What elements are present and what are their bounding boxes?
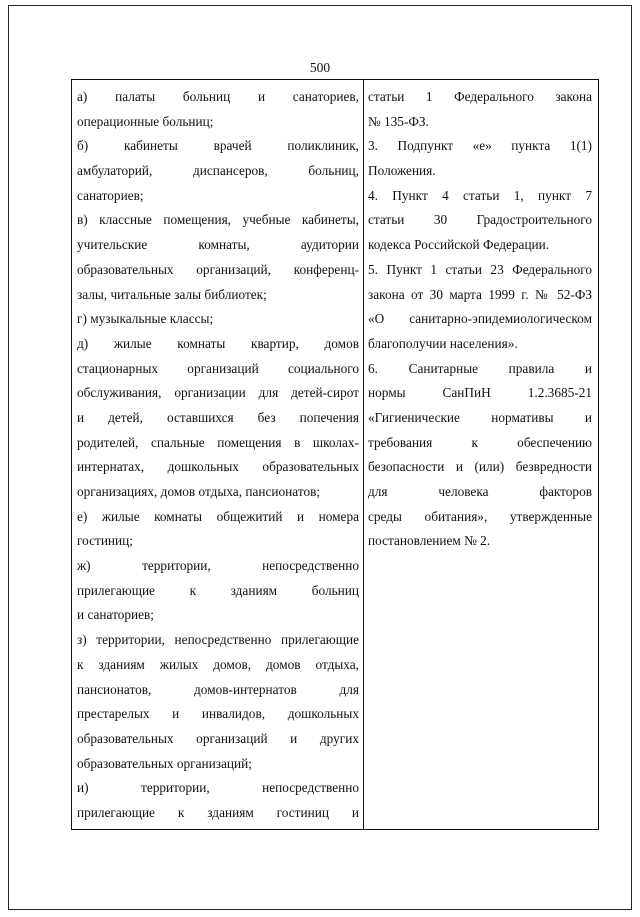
left-column-line: в) классные помещения, учебные кабинеты, [77,212,359,228]
right-column-line: безопасности и (или) безвредности [368,459,592,475]
document-table [71,79,599,830]
right-column-line: статьи 1 Федерального закона [368,89,592,104]
table-right-column [364,80,598,829]
right-column-line: статьи 30 Градостроительного [368,212,592,228]
left-column-line: г) музыкальные классы; [77,311,214,327]
left-column-line: и) территории, непосредственно [77,780,359,796]
left-column-line: образовательных организаций, конференц- [77,261,359,277]
left-column-line: б) кабинеты врачей поликлиник, [77,138,359,154]
right-column-line: 6. Санитарные правила и [368,360,592,376]
right-column-line: закона от 30 марта 1999 г. № 52-ФЗ [368,286,592,302]
left-column-line: з) территории, непосредственно прилегающие [77,632,359,648]
left-column-line: прилегающие к зданиям гостиниц и [77,804,359,820]
left-column-line: е) жилые комнаты общежитий и номера [77,508,359,524]
right-column-line: 5. Пункт 1 статьи 23 Федерального [368,261,592,277]
left-column-line: гостиниц; [77,533,133,549]
right-column-line: постановлением № 2. [368,533,491,549]
left-column-line: прилегающие к зданиям больниц [77,582,359,598]
right-column-line: № 135-ФЗ. [368,113,429,129]
left-column-line: учительские комнаты, аудитории [77,237,359,253]
right-column-line: «О санитарно-эпидемиологическом [368,311,592,327]
right-column-line: нормы СанПиН 1.2.3685-21 [368,385,592,401]
right-column-line: требования к обеспечению [368,434,592,450]
right-column-line: 3. Подпункт «е» пункта 1(1) [368,138,592,154]
left-column-line: а) палаты больниц и санаториев, [77,89,359,104]
left-column-line: залы, читальные залы библиотек; [77,286,267,302]
left-column-line: престарелых и инвалидов, дошкольных [77,706,359,722]
right-column-line: для человека факторов [368,484,592,499]
left-column-line: родителей, спальные помещения в школах- [77,434,359,450]
left-column-line: д) жилые комнаты квартир, домов [77,335,359,351]
left-column-line: операционные больниц; [77,113,214,129]
left-column-line: и детей, оставшихся без попечения [77,409,359,425]
left-column-line: организациях, домов отдыха, пансионатов; [77,484,321,499]
left-column-line: к зданиям жилых домов, домов отдыха, [77,656,359,672]
right-column-line: среды обитания», утвержденные [368,508,592,524]
page-number: 500 [309,60,331,75]
left-column-line: образовательных организаций; [77,755,252,771]
right-column-line: 4. Пункт 4 статьи 1, пункт 7 [368,187,592,203]
left-column-line: и санаториев; [77,607,155,623]
table-left-column [72,80,364,829]
left-column-line: обслуживания, организации для детей-сирот [77,385,359,401]
left-column-line: ж) территории, непосредственно [77,558,359,574]
left-column-line: образовательных организаций и других [77,730,359,746]
left-column-line: санаториев; [77,187,144,203]
right-column-line: кодекса Российской Федерации. [368,237,550,253]
left-column-line: стационарных организаций социального [77,360,359,376]
left-column-line: интернатах, дошкольных образовательных [77,459,359,475]
left-column-line: амбулаторий, диспансеров, больниц, [77,163,359,179]
right-column-line: «Гигиенические нормативы и [368,409,592,425]
right-column-line: благополучии населения». [368,335,518,351]
left-column-line: пансионатов, домов-интернатов для [77,681,359,697]
right-column-line: Положения. [368,163,436,179]
